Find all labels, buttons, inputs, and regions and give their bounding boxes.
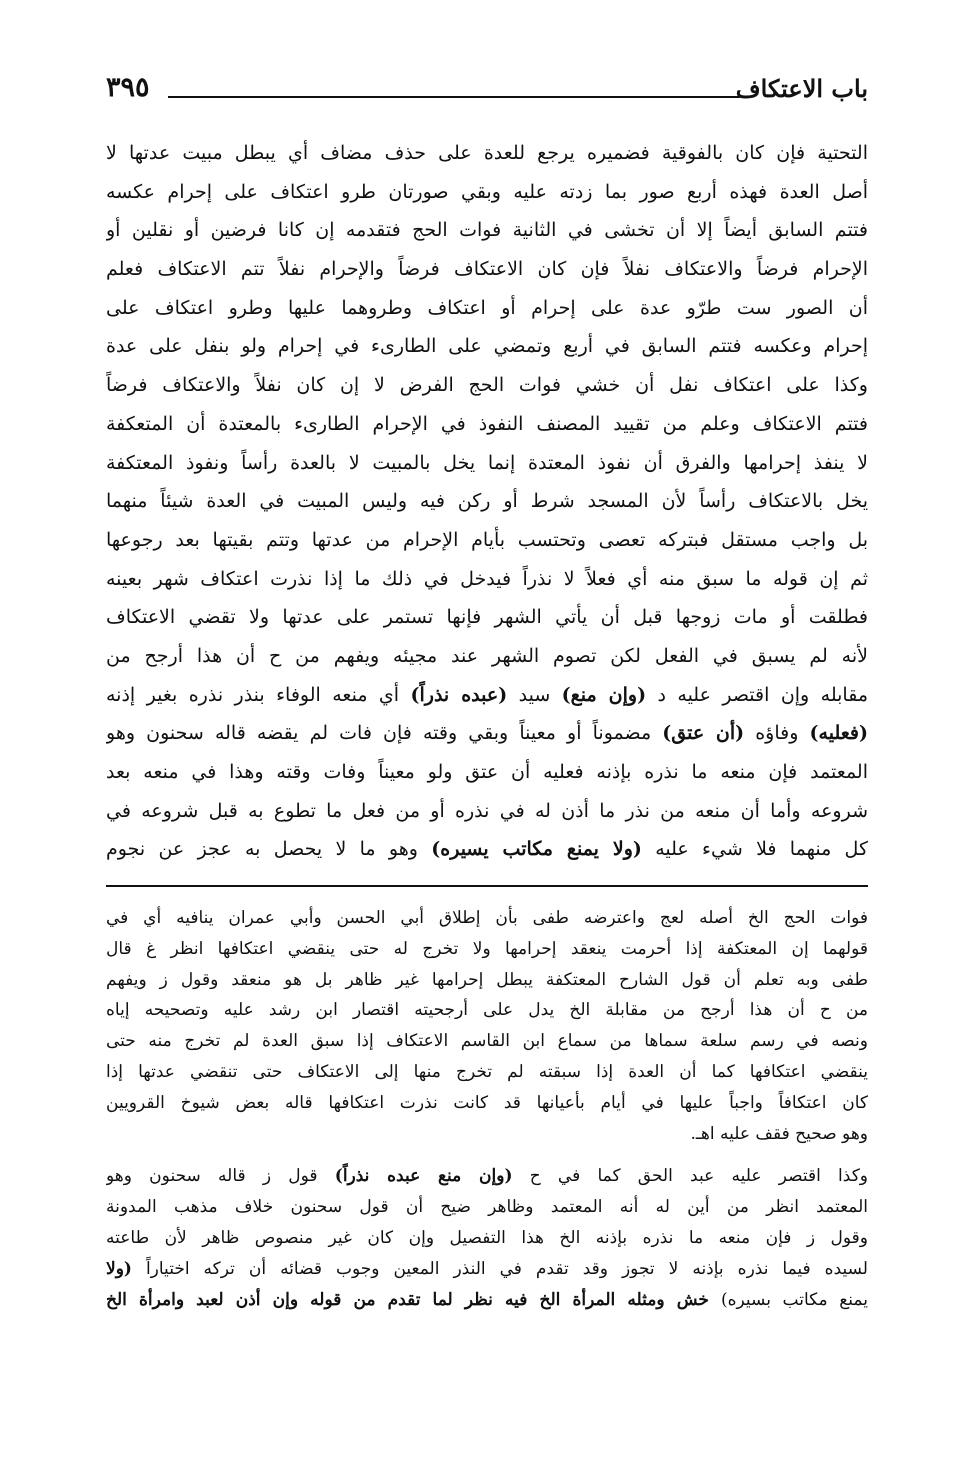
main-text-line: التحتية فإن كان بالفوقية فضميره يرجع للعدة على حذف مضاف أي يبطل مبيت عدتها لا [106, 142, 868, 164]
note-line: قولهما إن المعتكفة إذا أحرمت ينعقد إحرامها ولا تخرج له حتى ينقضي اعتكافها انظر غ قال [106, 938, 868, 959]
note-line: وكذا اقتصر عليه عبد الحق كما في ح (وإن منع عبده نذراً) قول ز قاله سحنون وهو [106, 1166, 868, 1187]
note-line: ينقضي اعتكافها كما أن العدة إذا سبقته لم تخرج منها إلى الاعتكاف حتى تنقضي عدتها إذا [106, 1061, 868, 1082]
main-text-line: وكذا على اعتكاف نفل أن خشي فوات الحج الفرض لا إن كان نفلاً والاعتكاف فرضاً [106, 374, 868, 397]
note-line: ونصه في رسم سلعة سماها من سماع ابن القاسم الاعتكاف إذا سبق العدة لم تخرج منه حتى [106, 1031, 868, 1052]
main-text-line: ثم إن قوله ما سبق منه أي فعلاً لا نذراً فيدخل في ذلك ما إذا نذرت اعتكاف شهر بعينه [106, 567, 868, 590]
commentary-notes-block [106, 903, 868, 1315]
note-line: فوات الحج الخ أصله لعج واعترضه طفى بأن إطلاق أبي الحسن وأبي عمران ينافيه أي في [106, 908, 868, 928]
note-line: يمنع مكاتب بسيره) خش ومثله المرأة الخ فيه نظر لما تقدم من قوله وإن أذن لعبد وامرأة الخ [106, 1289, 868, 1310]
main-text-line: مقابله وإن اقتصر عليه د (وإن منع) سيد (عبده نذراً) أي منعه الوفاء بنذر نذره بغير إذنه [106, 683, 868, 706]
note-line: طفى وبه تعلم أن قول الشارح المعتكفة يبطل إحرامها غير ظاهر بل هو منعقد وقول ز ويفهم [106, 969, 868, 990]
note-line: وقول ز فإن منعه ما نذره بإذنه الخ هذا التفصيل وإن كان غير منصوص ظاهر لأن طاعته [106, 1227, 868, 1248]
note-line: من ح أن هذا أرجح من مقابلة الخ يدل على أرجحيته اقتصار ابن رشد عليه وتصحيحه إياه [106, 1000, 868, 1021]
main-text-block [106, 134, 868, 869]
header-rule [168, 96, 740, 98]
main-text-line: بل واجب مستقل فبتركه تعصى وتحتسب بأيام الإحرام من عدتها وتتم بقيتها بعد رجوعها [106, 528, 868, 551]
footnote-separator-rule [106, 885, 868, 887]
main-text-line: إحرام وعكسه فتتم السابق في أربع وتمضي على الطارىء في إحرام ولو بنفل على عدة [106, 335, 868, 358]
main-text-line: فطلقت أو مات زوجها قبل أن يأتي الشهر فإنها تستمر على عدتها ولا تقضي الاعتكاف [106, 606, 868, 629]
paragraph-gap [106, 1149, 868, 1161]
main-text-line: يخل بالاعتكاف رأساً لأن المسجد شرط أو ركن فيه وليس المبيت في العدة شيئاً منهما [106, 490, 868, 513]
page-number: ٣٩٥ [106, 72, 150, 103]
note-line: وهو صحيح فقف عليه اهـ. [690, 1123, 868, 1144]
page-header [106, 70, 868, 110]
main-text-line: لأنه لم يسبق في الفعل لكن تصوم الشهر عند مجيئه ويفهم من ح أن هذا أرجح من [106, 644, 868, 667]
main-text-line: كل منهما فلا شيء عليه (ولا يمنع مكاتب يسيره) وهو ما لا يحصل به عجز عن نجوم [106, 838, 868, 861]
main-text-line: الإحرام فرضاً والاعتكاف نفلاً فإن كان الاعتكاف فرضاً والإحرام نفلاً تتم الاعتكاف فعلم [106, 258, 868, 281]
running-title: باب الاعتكاف [735, 74, 868, 103]
main-text-line: المعتمد فإن منعه ما نذره بإذنه فعليه أن عتق ولو معيناً وفات وقته وهذا في منعه بعد [106, 761, 868, 783]
note-line: كان اعتكافاً واجباً عليها في أيام بأعيانها قد كانت نذرت اعتكافها قاله بعض شيوخ القرويين [106, 1092, 868, 1113]
main-text-line: أصل العدة فهذه أربع صور بما زدته عليه وبقي صورتان طرو اعتكاف على إحرام عكسه [106, 180, 868, 203]
main-text-line: فتتم السابق أيضاً إلا أن تخشى في الثانية فوات الحج فتقدمه إن كانا فرضين أو نقلين أو [106, 219, 868, 242]
main-text-line: (فعليه) وفاؤه (أن عتق) مضموناً أو معيناً وبقي وقته فإن فات لم يقضه قاله سحنون وهو [106, 722, 868, 745]
main-text-line: شروعه وأما أن منعه من نذر ما أذن له في نذره أو من فعل ما تطوع به قبل شروعه في [106, 799, 868, 822]
main-text-line: فتتم الاعتكاف وعلم من تقييد المصنف النفوذ في الإحرام الطارىء بالمعتدة أن المتعكفة [106, 412, 868, 435]
main-text-line: لا ينفذ إحرامها والفرق أن نفوذ المعتدة إنما يخل بالمبيت لا بالعدة رأساً ونفوذ المعتكفة [106, 451, 868, 474]
main-text-line: أن الصور ست طرّو عدة على إحرام أو اعتكاف وطروهما عليها وطرو اعتكاف على [106, 296, 868, 319]
note-line: المعتمد انظر من أين له أنه المعتمد وظاهر ضيح أن قول سحنون خلاف مذهب المدونة [106, 1197, 868, 1218]
note-line: لسيده فيما نذره بإذنه لا تجوز وقد تقدم في النذر المعين وجوب قضائه أن تركه اختياراً (ولا [106, 1258, 868, 1279]
